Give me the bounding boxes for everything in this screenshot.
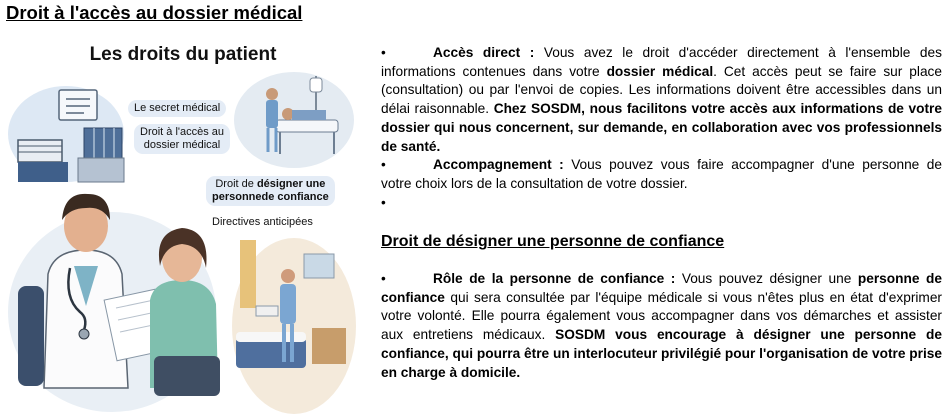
nurse2-head <box>281 269 295 283</box>
bullet-role-label: Rôle de la personne de confiance : <box>433 271 676 287</box>
bullet-empty <box>381 194 942 213</box>
drawer-icon <box>18 162 68 182</box>
label-access-record <box>134 124 230 154</box>
bullet-accompaniment-text: Vous pouvez vous faire accompagner d'une personne de votre choix lors de la consultation de votre dossier. <box>381 157 942 191</box>
nightstand-icon <box>312 328 346 364</box>
bullet-marker: • <box>381 157 386 173</box>
picture-frame-icon <box>304 254 334 278</box>
bullet-direct-access-bold-b: Chez SOSDM, nous facilitons votre accès aux informations de votre dossier qui nous concernent, sur demande, en collaboration avec vos professionnels de santé. <box>381 101 942 154</box>
bullet-trusted-person-role <box>381 270 942 382</box>
label-designate-pre: Droit de <box>215 178 257 190</box>
tray-icon <box>256 306 278 316</box>
label-designate-bold: désigner une <box>256 178 326 190</box>
label-advance-directives: Directives anticipées <box>212 216 313 228</box>
label-secret-medical <box>128 100 226 117</box>
page-heading: Droit à l'accès au dossier médical <box>6 2 303 23</box>
patient-blanket <box>292 110 326 120</box>
curtain-icon <box>240 240 256 308</box>
bullet-direct-access-text-b: . Cet accès peut se faire sur place (consultation) ou par l'envoi de copies. Les informations doivent être accessibles dans un délai raisonnable. <box>381 63 943 117</box>
cabinet-icon <box>78 158 124 182</box>
paper-stack-icon <box>18 140 62 162</box>
bullet-direct-access-bold-a: dossier médical <box>606 63 714 79</box>
binders-icon <box>84 128 122 158</box>
bullet-role-bold-b: SOSDM vous encourage à désigner une personne de confiance, qui pourra être un interlocuteur privilégié pour l'organisation de votre prise en charge à domicile. <box>381 327 942 380</box>
bullet-role-bold-a: personne de confiance <box>381 271 942 305</box>
section-trusted-person-heading: Droit de désigner une personne de confiance <box>381 233 725 251</box>
bullet-role-text-a: Vous pouvez désigner une <box>675 271 858 287</box>
bullet-marker: • <box>381 194 386 210</box>
label-designate-trusted-person <box>206 176 335 206</box>
label-access-line2: dossier médical <box>143 139 221 151</box>
nurse-head <box>266 88 278 100</box>
patient-trousers <box>154 356 220 396</box>
label-secret-text: Le secret médical <box>134 102 221 114</box>
bullet-accompaniment-label: Accompagnement : <box>433 157 564 173</box>
hospital-bed-icon <box>276 120 338 132</box>
bullet-marker: • <box>381 271 386 287</box>
bullet-direct-access <box>381 44 942 156</box>
bullet-marker: • <box>381 45 386 60</box>
bullet-accompaniment <box>381 156 942 193</box>
content-column <box>381 44 942 382</box>
label-designate-line2: personnede confiance <box>212 191 329 203</box>
illustration-title: Les droits du patient <box>89 44 277 65</box>
framed-document-icon <box>59 90 97 120</box>
bullet-direct-access-label: Accès direct : <box>433 45 535 60</box>
chair-icon <box>18 286 44 386</box>
bullet-role-text-b: qui sera consultée par l'équipe médicale si vous n'êtes plus en état d'exprimer votre volonté. Elle pourra également vous accompagner dans vos démarches et assister aux entretiens médicaux. <box>381 289 942 343</box>
bullet-direct-access-text-a: Vous avez le droit d'accéder directement à l'ensemble des informations contenues dans votre <box>381 45 942 79</box>
nurse2-body <box>280 284 296 324</box>
bed-icon <box>236 338 306 368</box>
patient-rights-illustration <box>4 36 362 414</box>
nurse-body <box>266 100 278 128</box>
label-access-line1: Droit à l'accès au <box>140 126 225 138</box>
